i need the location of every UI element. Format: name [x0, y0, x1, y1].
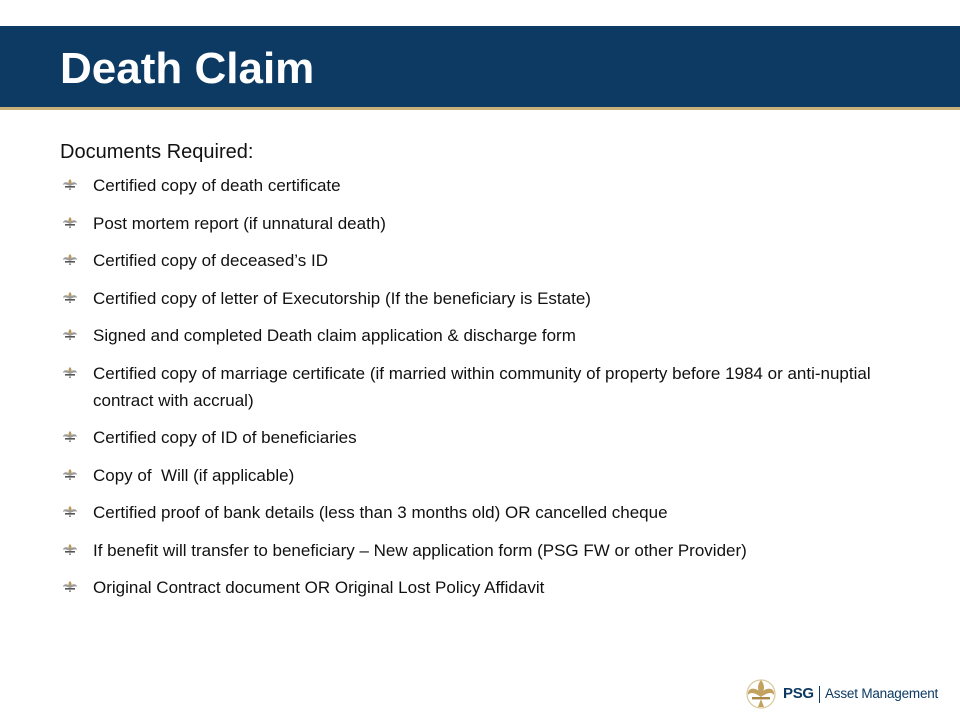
list-item-text: Original Contract document OR Original Lost Policy Affidavit [93, 578, 545, 597]
list-item [60, 360, 900, 414]
list-item [60, 210, 900, 237]
fleur-bullet-icon [60, 543, 80, 556]
fleur-bullet-icon [60, 178, 80, 191]
fleur-bullet-icon [60, 328, 80, 341]
list-item-text: If benefit will transfer to beneficiary – New application form (PSG FW or other Provider) [93, 540, 747, 560]
list-item-text: Copy of Will (if applicable) [93, 465, 295, 485]
psg-logo [741, 676, 941, 712]
list-item [60, 172, 900, 199]
title-bar [0, 26, 960, 110]
list-item-text: Certified copy of ID of beneficiaries [93, 428, 357, 447]
list-item [60, 247, 900, 274]
fleur-bullet-icon [60, 430, 80, 443]
list-item [60, 285, 900, 312]
fleur-de-lis-icon [741, 676, 781, 712]
documents-heading: Documents Required: [60, 141, 254, 163]
fleur-bullet-icon [60, 580, 80, 593]
logo-brand: PSG [783, 685, 814, 702]
list-item [60, 462, 900, 489]
list-item-text: Certified copy of marriage certificate (if married within community of property before 1984 or anti-nuptial contract with accrual) [93, 363, 871, 410]
logo-divider [819, 686, 820, 703]
list-item-text: Certified copy of death certificate [93, 176, 341, 195]
list-item-text: Certified copy of letter of Executorship (If the beneficiary is Estate) [93, 288, 591, 308]
fleur-bullet-icon [60, 216, 80, 229]
title-underline [0, 107, 960, 110]
fleur-bullet-icon [60, 291, 80, 304]
fleur-bullet-icon [60, 505, 80, 518]
list-item [60, 574, 900, 601]
list-item-text: Certified proof of bank details (less than 3 months old) OR cancelled cheque [93, 503, 668, 522]
fleur-bullet-icon [60, 468, 80, 481]
logo-unit: Asset Management [825, 686, 939, 701]
list-item [60, 322, 900, 349]
list-item-text: Post mortem report (if unnatural death) [93, 213, 386, 233]
list-item-text: Certified copy of deceased’s ID [93, 251, 328, 270]
documents-list [60, 172, 900, 612]
list-item [60, 499, 900, 526]
list-item-text: Signed and completed Death claim application & discharge form [93, 326, 576, 345]
fleur-bullet-icon [60, 253, 80, 266]
list-item [60, 537, 900, 564]
slide-title: Death Claim [60, 44, 315, 93]
list-item [60, 424, 900, 451]
fleur-bullet-icon [60, 366, 80, 379]
